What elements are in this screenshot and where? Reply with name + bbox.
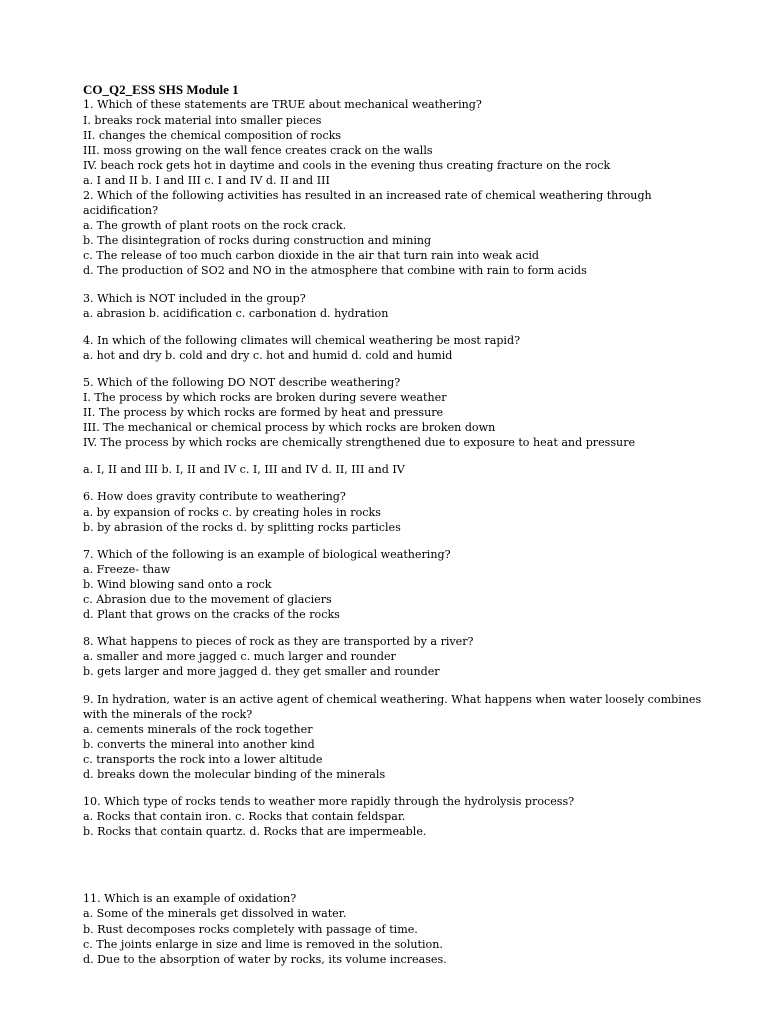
question-5-statement-4: IV. The process by which rocks are chemically strengthened due to exposure to heat and pressure [83, 436, 636, 450]
question-1-statement-1: I. breaks rock material into smaller pieces [83, 113, 322, 127]
question-7 [83, 547, 723, 622]
question-1-statement-4: IV. beach rock gets hot in daytime and cools in the evening thus creating fracture on the rock [83, 158, 611, 172]
question-1-choices: a. I and II b. I and III c. I and IV d. II and III [83, 173, 330, 187]
question-2-choice-c: c. The release of too much carbon dioxide in the air that turn rain into weak acid [83, 249, 539, 263]
question-10 [83, 794, 723, 839]
question-7-choice-d: d. Plant that grows on the cracks of the rocks [83, 608, 340, 622]
question-5 [83, 375, 723, 478]
question-9-stem: 9. In hydration, water is an active agent of chemical weathering. What happens when water loosely combines with the minerals of the rock? [83, 692, 702, 721]
question-3-choices: a. abrasion b. acidification c. carbonation d. hydration [83, 306, 389, 320]
question-2-choice-b: b. The disintegration of rocks during construction and mining [83, 234, 432, 248]
question-5-statement-1: I. The process by which rocks are broken during severe weather [83, 391, 447, 404]
question-4 [83, 333, 723, 363]
question-4-choices: a. hot and dry b. cold and dry c. hot and humid d. cold and humid [83, 348, 453, 362]
question-4-stem: 4. In which of the following climates will chemical weathering be most rapid? [83, 333, 521, 347]
question-11-choice-c: c. The joints enlarge in size and lime is removed in the solution. [83, 937, 443, 951]
question-2-choice-d: d. The production of SO2 and NO in the atmosphere that combine with rain to form acids [83, 264, 587, 278]
question-8-choices-row-1: a. smaller and more jagged c. much larger and rounder [83, 650, 396, 664]
question-11-stem: 11. Which is an example of oxidation? [83, 892, 297, 906]
question-6-choices-row-1: a. by expansion of rocks c. by creating holes in rocks [83, 505, 381, 519]
question-11 [83, 891, 723, 966]
question-11-choice-d: d. Due to the absorption of water by rocks, its volume increases. [83, 952, 447, 966]
question-7-choice-b: b. Wind blowing sand onto a rock [83, 577, 272, 591]
question-8-choices-row-2: b. gets larger and more jagged d. they get smaller and rounder [83, 665, 440, 679]
question-8-stem: 8. What happens to pieces of rock as they are transported by a river? [83, 635, 474, 649]
question-2-stem: 2. Which of the following activities has resulted in an increased rate of chemical weathering through acidification? [83, 188, 652, 218]
question-9-choice-d: d. breaks down the molecular binding of the minerals [83, 767, 386, 781]
question-5-statement-3: III. The mechanical or chemical process by which rocks are broken down [83, 421, 496, 435]
question-6-choices-row-2: b. by abrasion of the rocks d. by splitting rocks particles [83, 520, 401, 534]
question-7-stem: 7. Which of the following is an example of biological weathering? [83, 547, 451, 561]
question-3-stem: 3. Which is NOT included in the group? [83, 291, 306, 305]
question-9-choice-c: c. transports the rock into a lower altitude [83, 752, 323, 766]
question-7-choice-c: c. Abrasion due to the movement of glaciers [83, 593, 332, 607]
question-2-choice-a: a. The growth of plant roots on the rock crack. [83, 219, 347, 233]
question-5-choices: a. I, II and III b. I, II and IV c. I, III and IV d. II, III and IV [83, 463, 405, 477]
question-1-statement-2: II. changes the chemical composition of rocks [83, 128, 342, 142]
question-7-choice-a: a. Freeze- thaw [83, 562, 171, 576]
question-9-choice-a: a. cements minerals of the rock together [83, 722, 313, 736]
question-2 [83, 188, 723, 279]
question-9-choice-b: b. converts the mineral into another kind [83, 737, 315, 751]
question-1-statement-3: III. moss growing on the wall fence creates crack on the walls [83, 143, 433, 157]
question-5-stem: 5. Which of the following DO NOT describe weathering? [83, 375, 401, 389]
document-page [83, 82, 723, 967]
question-11-choice-a: a. Some of the minerals get dissolved in water. [83, 907, 347, 921]
question-11-choice-b: b. Rust decomposes rocks completely with passage of time. [83, 922, 418, 936]
document-title: CO_Q2_ESS SHS Module 1 [83, 82, 239, 97]
question-10-choices-row-2: b. Rocks that contain quartz. d. Rocks that are impermeable. [83, 825, 427, 839]
question-6-stem: 6. How does gravity contribute to weathering? [83, 490, 346, 504]
question-1 [83, 97, 723, 188]
question-10-stem: 10. Which type of rocks tends to weather more rapidly through the hydrolysis process? [83, 795, 575, 809]
question-8 [83, 634, 723, 679]
question-10-choices-row-1: a. Rocks that contain iron. c. Rocks that contain feldspar. [83, 810, 406, 824]
question-5-statement-2: II. The process by which rocks are formed by heat and pressure [83, 406, 444, 420]
question-1-stem: 1. Which of these statements are TRUE about mechanical weathering? [83, 98, 482, 112]
question-3 [83, 291, 723, 321]
question-9 [83, 692, 723, 783]
question-6 [83, 489, 723, 534]
